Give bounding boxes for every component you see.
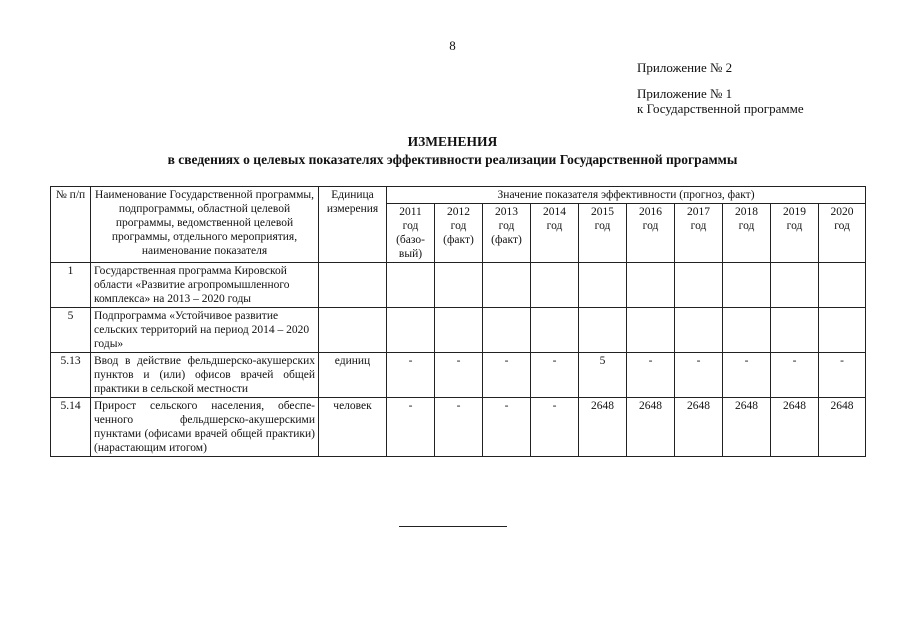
- row-value: 2648: [675, 398, 723, 457]
- row-value: [819, 263, 866, 308]
- row-value: -: [435, 398, 483, 457]
- appendix-sub: [637, 86, 804, 116]
- row-num: 5.13: [51, 353, 91, 398]
- row-value: [435, 308, 483, 353]
- row-value: [387, 263, 435, 308]
- table-row: [51, 398, 866, 457]
- appendix-label: Приложение № 2: [637, 60, 733, 75]
- row-value: [771, 308, 819, 353]
- row-value: -: [531, 353, 579, 398]
- header-year: 2011 год (базо-вый): [387, 204, 435, 263]
- row-value: -: [483, 353, 531, 398]
- row-value: -: [531, 398, 579, 457]
- row-num: 1: [51, 263, 91, 308]
- document-title: [0, 133, 905, 169]
- header-year: 2014 год: [531, 204, 579, 263]
- header-year: 2016 год: [627, 204, 675, 263]
- row-value: [723, 308, 771, 353]
- header-values-group: Значение показателя эффективности (прогноз, факт): [387, 187, 866, 204]
- header-num: № п/п: [51, 187, 91, 263]
- row-value: [483, 263, 531, 308]
- row-value: -: [627, 353, 675, 398]
- row-value: [819, 308, 866, 353]
- header-name: Наименование Государственной программы, подпрограммы, областной целевой программы, ведомственной целевой программы, отдельного мероприятия, наименование показателя: [91, 187, 319, 263]
- header-year: 2020 год: [819, 204, 866, 263]
- indicators-table: [50, 186, 866, 457]
- appendix-sub-line2: к Государственной программе: [637, 101, 804, 116]
- row-value: -: [819, 353, 866, 398]
- row-num: 5.14: [51, 398, 91, 457]
- appendix-sub-line1: Приложение № 1: [637, 86, 733, 101]
- row-value: [387, 308, 435, 353]
- header-row-1: [51, 187, 866, 204]
- row-name: Подпрограмма «Устойчивое развитие сельских территорий на период 2014 – 2020 годы»: [91, 308, 319, 353]
- row-num: 5: [51, 308, 91, 353]
- row-value: 2648: [771, 398, 819, 457]
- header-year: 2018 год: [723, 204, 771, 263]
- title-line1: ИЗМЕНЕНИЯ: [407, 134, 498, 149]
- row-value: 2648: [723, 398, 771, 457]
- row-value: 2648: [819, 398, 866, 457]
- row-value: 5: [579, 353, 627, 398]
- row-value: [531, 308, 579, 353]
- row-value: [435, 263, 483, 308]
- header-year: 2015 год: [579, 204, 627, 263]
- row-value: [627, 263, 675, 308]
- row-value: [579, 263, 627, 308]
- row-value: -: [675, 353, 723, 398]
- row-unit: [319, 263, 387, 308]
- row-name: Прирост сельского населения, обеспе-ченного фельдшерско-акушерскими пунктами (офисами врачей общей практики) (нарастающим итогом): [91, 398, 319, 457]
- header-year: 2013 год (факт): [483, 204, 531, 263]
- header-year: 2019 год: [771, 204, 819, 263]
- row-value: -: [387, 353, 435, 398]
- row-value: -: [435, 353, 483, 398]
- row-value: [675, 308, 723, 353]
- page-number: 8: [449, 38, 456, 53]
- row-name: Государственная программа Кировской области «Развитие агропромышленного комплекса» на 2013 – 2020 годы: [91, 263, 319, 308]
- table-row: [51, 353, 866, 398]
- row-value: -: [483, 398, 531, 457]
- row-value: 2648: [579, 398, 627, 457]
- row-unit: [319, 308, 387, 353]
- title-line2: в сведениях о целевых показателях эффективности реализации Государственной программы: [167, 152, 738, 167]
- row-value: [531, 263, 579, 308]
- table-row: [51, 308, 866, 353]
- row-value: -: [771, 353, 819, 398]
- footer-rule: [399, 526, 507, 527]
- row-unit: человек: [319, 398, 387, 457]
- header-unit: Единица измерения: [319, 187, 387, 263]
- header-year: 2017 год: [675, 204, 723, 263]
- row-name: Ввод в действие фельдшерско-акушерских пунктов и (или) офисов врачей общей практики в сельской местности: [91, 353, 319, 398]
- row-value: [483, 308, 531, 353]
- row-value: [771, 263, 819, 308]
- row-value: [627, 308, 675, 353]
- row-unit: единиц: [319, 353, 387, 398]
- row-value: [675, 263, 723, 308]
- row-value: [579, 308, 627, 353]
- row-value: -: [387, 398, 435, 457]
- row-value: [723, 263, 771, 308]
- row-value: -: [723, 353, 771, 398]
- header-year: 2012 год (факт): [435, 204, 483, 263]
- table-row: [51, 263, 866, 308]
- row-value: 2648: [627, 398, 675, 457]
